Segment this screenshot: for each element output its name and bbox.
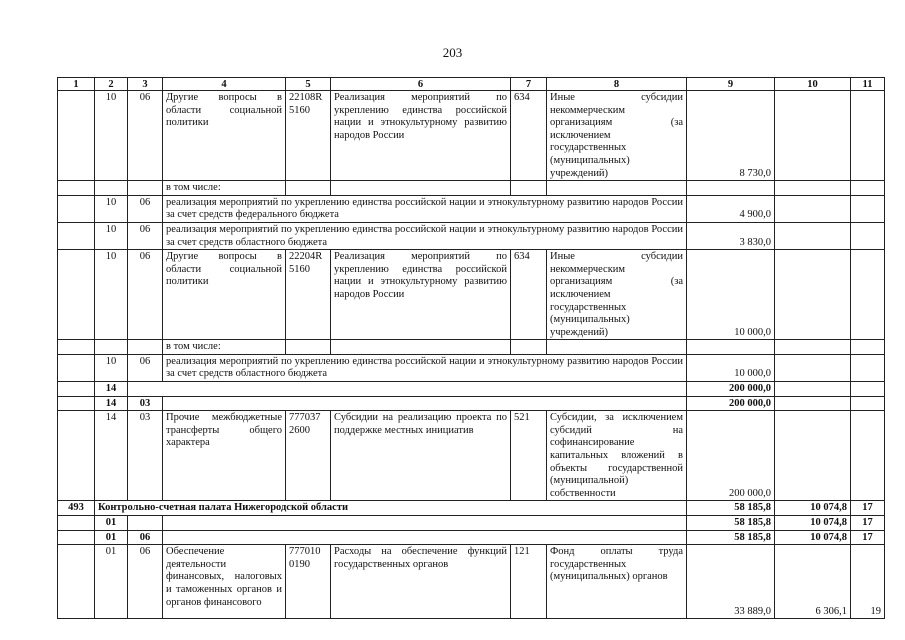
header-cell: 2 bbox=[95, 78, 128, 91]
amount-2022: 10 000,0 bbox=[687, 354, 775, 381]
amount-2022: 200 000,0 bbox=[687, 382, 775, 397]
header-cell: 11 bbox=[851, 78, 885, 91]
table-row bbox=[58, 181, 885, 196]
including-label: в том числе: bbox=[163, 181, 286, 196]
budget-table bbox=[57, 77, 885, 619]
header-cell: 6 bbox=[331, 78, 511, 91]
column-11-value: 17 bbox=[851, 516, 885, 531]
target-code: 22204R 5160 bbox=[286, 250, 331, 340]
table-row bbox=[58, 396, 885, 411]
header-cell: 8 bbox=[547, 78, 687, 91]
table-row bbox=[58, 516, 885, 531]
section-name: Обеспечение деятельности финансовых, налоговых и таможенных органов и органов финансового bbox=[163, 545, 286, 619]
section-code: 10 bbox=[95, 91, 128, 181]
amount-2023: 10 074,8 bbox=[775, 516, 851, 531]
target-code: 777037 2600 bbox=[286, 411, 331, 501]
amount-2022: 58 185,8 bbox=[687, 501, 775, 516]
target-name: Субсидии на реализацию проекта по поддержке местных инициатив bbox=[331, 411, 511, 501]
amount-2022: 200 000,0 bbox=[687, 411, 775, 501]
header-cell: 9 bbox=[687, 78, 775, 91]
table-row bbox=[58, 91, 885, 181]
detail-text: реализация мероприятий по укреплению единства российской нации и этнокультурному развитию народов России за счет средств областного бюджета bbox=[163, 354, 687, 381]
detail-text: реализация мероприятий по укреплению единства российской нации и этнокультурному развитию народов России за счет средств областного бюджета bbox=[163, 222, 687, 249]
section-name: Прочие межбюджетные трансферты общего характера bbox=[163, 411, 286, 501]
header-cell: 10 bbox=[775, 78, 851, 91]
subsection-code: 06 bbox=[128, 354, 163, 381]
section-code: 10 bbox=[95, 354, 128, 381]
section-name: Другие вопросы в области социальной политики bbox=[163, 250, 286, 340]
expense-name: Иные субсидии некоммерческим организациям (за исключением государственных (муниципальных) учреждений) bbox=[547, 91, 687, 181]
page-number: 203 bbox=[442, 45, 463, 60]
ministry-code: 493 bbox=[58, 501, 95, 516]
column-11-value: 19 bbox=[851, 545, 885, 619]
subsection-code: 06 bbox=[128, 545, 163, 619]
table-row bbox=[58, 530, 885, 545]
table-row bbox=[58, 340, 885, 355]
subsection-code: 03 bbox=[128, 411, 163, 501]
table-row bbox=[58, 195, 885, 222]
table-row bbox=[58, 222, 885, 249]
subsection-code: 03 bbox=[128, 396, 163, 411]
amount-2022: 3 830,0 bbox=[687, 222, 775, 249]
amount-2023: 6 306,1 bbox=[775, 545, 851, 619]
amount-2022: 10 000,0 bbox=[687, 250, 775, 340]
header-cell: 4 bbox=[163, 78, 286, 91]
table-row bbox=[58, 354, 885, 381]
section-code: 10 bbox=[95, 222, 128, 249]
section-code: 01 bbox=[95, 545, 128, 619]
expense-code: 634 bbox=[511, 250, 547, 340]
expense-name: Иные субсидии некоммерческим организациям (за исключением государственных (муниципальных) учреждений) bbox=[547, 250, 687, 340]
target-name: Реализация мероприятий по укреплению единства российской нации и этнокультурному развитию народов России bbox=[331, 250, 511, 340]
section-code: 14 bbox=[95, 382, 128, 397]
section-code: 01 bbox=[95, 530, 128, 545]
target-name: Реализация мероприятий по укреплению единства российской нации и этнокультурному развитию народов России bbox=[331, 91, 511, 181]
amount-2022: 200 000,0 bbox=[687, 396, 775, 411]
header-row bbox=[58, 78, 885, 91]
section-code: 14 bbox=[95, 411, 128, 501]
amount-2022: 58 185,8 bbox=[687, 516, 775, 531]
amount-2022: 4 900,0 bbox=[687, 195, 775, 222]
section-name: Другие вопросы в области социальной политики bbox=[163, 91, 286, 181]
header-cell: 7 bbox=[511, 78, 547, 91]
table-row bbox=[58, 411, 885, 501]
including-label: в том числе: bbox=[163, 340, 286, 355]
target-code: 777010 0190 bbox=[286, 545, 331, 619]
header-cell: 5 bbox=[286, 78, 331, 91]
section-code: 01 bbox=[95, 516, 128, 531]
section-code: 10 bbox=[95, 250, 128, 340]
ministry-name: Контрольно-счетная палата Нижегородской области bbox=[95, 501, 687, 516]
amount-2022: 58 185,8 bbox=[687, 530, 775, 545]
amount-2023: 10 074,8 bbox=[775, 501, 851, 516]
section-code: 10 bbox=[95, 195, 128, 222]
expense-name: Субсидии, за исключением субсидий на софинансирование капитальных вложений в объекты государственной (муниципальной) собственности bbox=[547, 411, 687, 501]
subsection-code: 06 bbox=[128, 195, 163, 222]
column-11-value: 17 bbox=[851, 501, 885, 516]
header-cell: 1 bbox=[58, 78, 95, 91]
table-row bbox=[58, 382, 885, 397]
expense-name: Фонд оплаты труда государственных (муниципальных) органов bbox=[547, 545, 687, 619]
table-row bbox=[58, 250, 885, 340]
subsection-code: 06 bbox=[128, 530, 163, 545]
expense-code: 121 bbox=[511, 545, 547, 619]
amount-2023: 10 074,8 bbox=[775, 530, 851, 545]
target-name: Расходы на обеспечение функций государственных органов bbox=[331, 545, 511, 619]
target-code: 22108R 5160 bbox=[286, 91, 331, 181]
subsection-code: 06 bbox=[128, 91, 163, 181]
subsection-code: 06 bbox=[128, 250, 163, 340]
subsection-code: 06 bbox=[128, 222, 163, 249]
table-row bbox=[58, 501, 885, 516]
header-cell: 3 bbox=[128, 78, 163, 91]
detail-text: реализация мероприятий по укреплению единства российской нации и этнокультурному развитию народов России за счет средств федерального бюджета bbox=[163, 195, 687, 222]
table-row bbox=[58, 545, 885, 619]
column-11-value: 17 bbox=[851, 530, 885, 545]
section-code: 14 bbox=[95, 396, 128, 411]
amount-2022: 33 889,0 bbox=[687, 545, 775, 619]
amount-2022: 8 730,0 bbox=[687, 91, 775, 181]
expense-code: 521 bbox=[511, 411, 547, 501]
expense-code: 634 bbox=[511, 91, 547, 181]
